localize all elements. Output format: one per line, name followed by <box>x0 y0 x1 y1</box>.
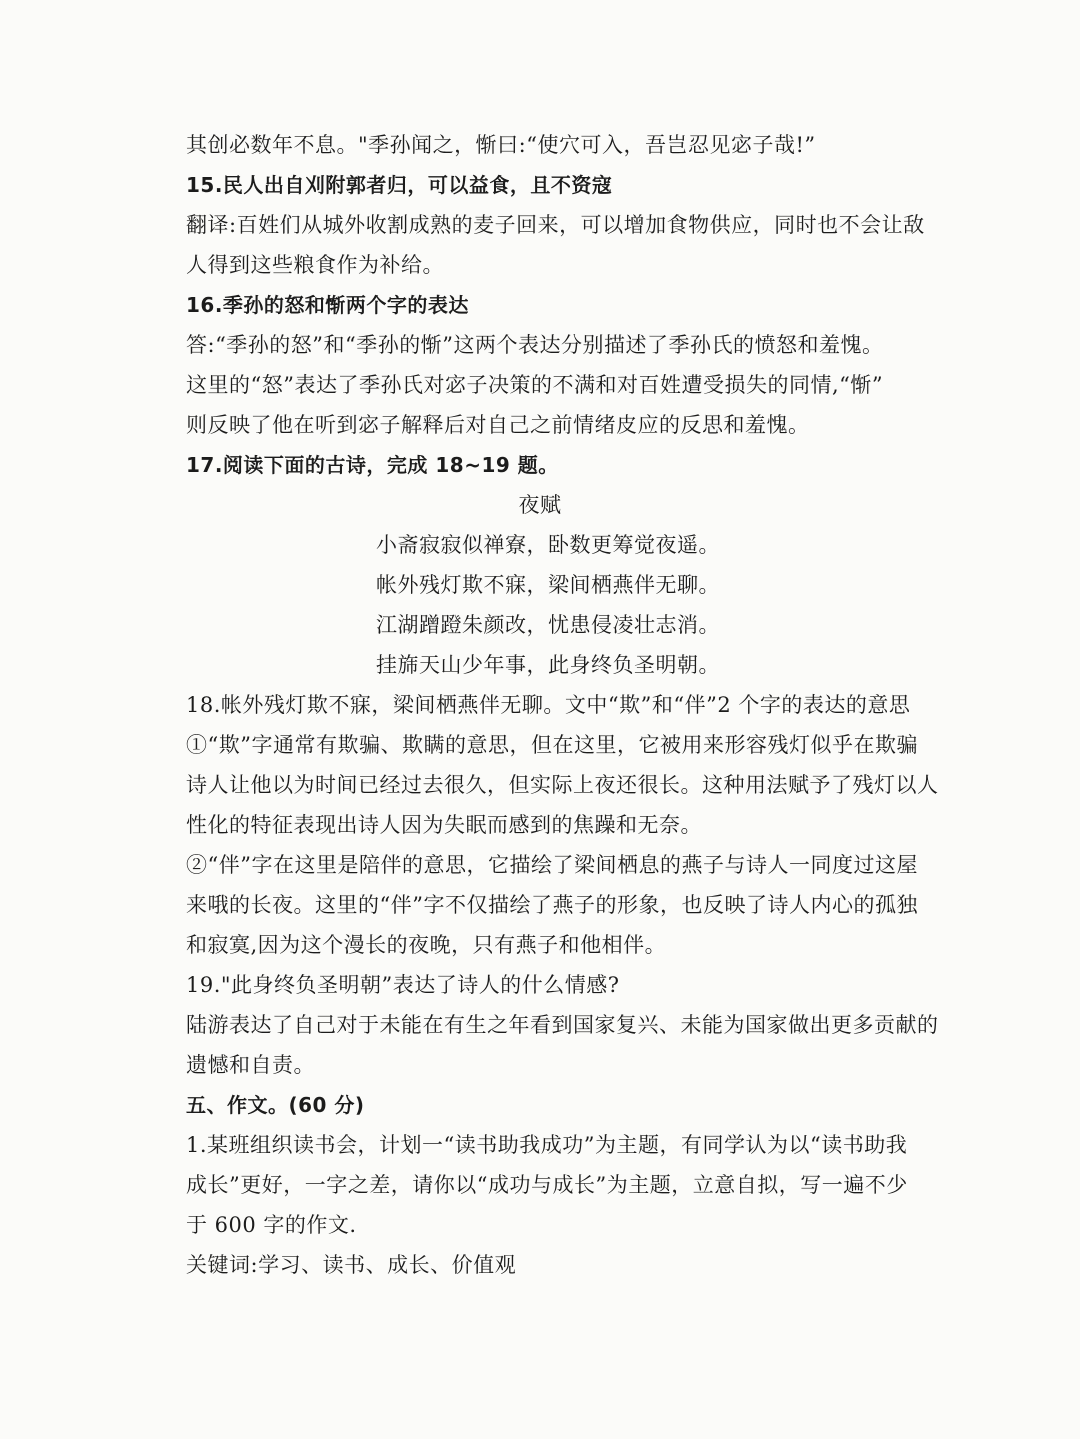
question-heading: 15.民人出自刈附郭者归，可以益食，且不资寇 <box>186 173 613 197</box>
poem-line: 帐外残灯欺不寐，梁间栖燕伴无聊。 <box>376 573 720 597</box>
text-line: 和寂寞,因为这个漫长的夜晚，只有燕子和他相伴。 <box>186 933 667 957</box>
text-line: 性化的特征表现出诗人因为失眠而感到的焦躁和无奈。 <box>186 813 702 837</box>
text-line: 则反映了他在听到宓子解释后对自己之前情绪皮应的反思和羞愧。 <box>186 413 810 437</box>
question-heading: 16.季孙的怒和惭两个字的表达 <box>186 293 469 317</box>
poem-title: 夜赋 <box>518 493 562 517</box>
text-line: 遗憾和自责。 <box>186 1053 315 1077</box>
text-line: 这里的“怒”表达了季孙氏对宓子决策的不满和对百姓遭受损失的同情,“惭” <box>186 373 884 397</box>
text-line: ①“欺”字通常有欺骗、欺瞒的意思，但在这里，它被用来形容残灯似乎在欺骗 <box>186 733 918 757</box>
text-line: 于 600 字的作文. <box>186 1213 357 1237</box>
text-line: 其创必数年不息。"季孙闻之，惭曰:“使穴可入，吾岂忍见宓子哉!” <box>186 133 816 157</box>
question-text: 18.帐外残灯欺不寐，梁间栖燕伴无聊。文中“欺”和“伴”2 个字的表达的意思 <box>186 693 911 717</box>
poem-line: 江湖蹭蹬朱颜改，忧患侵凌壮志消。 <box>376 613 720 637</box>
poem-line: 小斋寂寂似禅寮，卧数更筹觉夜遥。 <box>376 533 720 557</box>
question-heading: 17.阅读下面的古诗，完成 18~19 题。 <box>186 453 559 477</box>
text-line: 答:“季孙的怒”和“季孙的惭”这两个表达分别描述了季孙氏的愤怒和羞愧。 <box>186 333 884 357</box>
text-line: 诗人让他以为时间已经过去很久，但实际上夜还很长。这种用法赋予了残灯以人 <box>186 773 939 797</box>
keywords-line: 关键词:学习、读书、成长、价值观 <box>186 1253 517 1277</box>
text-line: 成长”更好，一字之差，请你以“成功与成长”为主题，立意自拟，写一遍不少 <box>186 1173 908 1197</box>
question-text: 19."此身终负圣明朝”表达了诗人的什么情感? <box>186 973 620 997</box>
text-line: 人得到这些粮食作为补给。 <box>186 253 444 277</box>
text-line: 1.某班组织读书会，计划一“读书助我成功”为主题，有同学认为以“读书助我 <box>186 1133 908 1157</box>
poem-line: 挂旆天山少年事，此身终负圣明朝。 <box>376 653 720 677</box>
section-heading: 五、作文。(60 分) <box>186 1093 365 1117</box>
text-line: ②“伴”字在这里是陪伴的意思，它描绘了梁间栖息的燕子与诗人一同度过这屋 <box>186 853 918 877</box>
text-line: 陆游表达了自己对于未能在有生之年看到国家复兴、未能为国家做出更多贡献的 <box>186 1013 939 1037</box>
text-line: 翻译:百姓们从城外收割成熟的麦子回来，可以增加食物供应，同时也不会让敌 <box>186 213 925 237</box>
text-line: 来哦的长夜。这里的“伴”字不仅描绘了燕子的形象，也反映了诗人内心的孤独 <box>186 893 918 917</box>
